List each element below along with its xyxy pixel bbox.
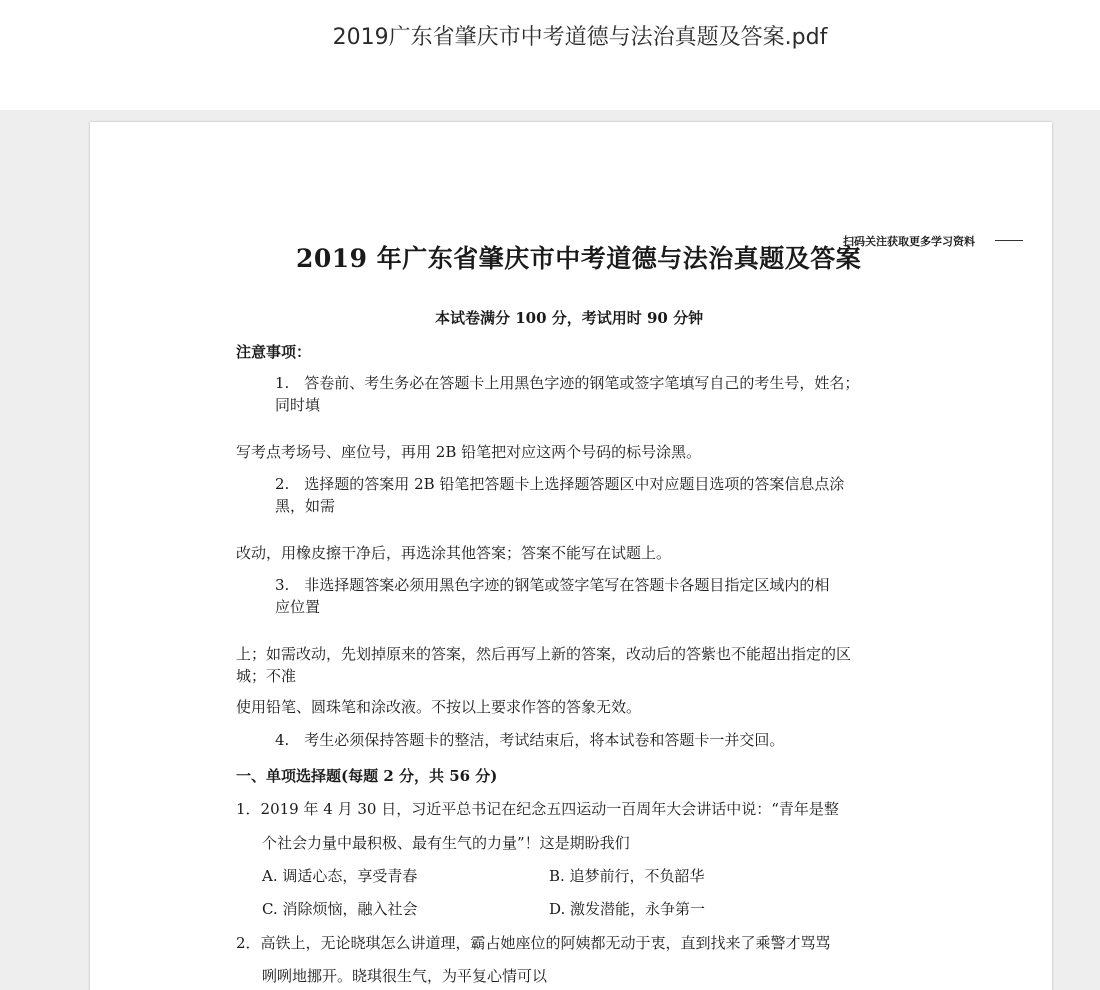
question-1-option-b: B. 追梦前行，不负韶华 (549, 867, 705, 885)
document-title: 2019 年广东省肇庆市中考道德与法治真题及答案 (296, 244, 862, 273)
question-1-option-c: C. 消除烦恼，融入社会 (262, 900, 418, 918)
question-1-option-a: A. 调适心态，享受青春 (262, 867, 418, 885)
notice-line: 上；如需改动，先划掉原来的答案，然后再写上新的答案，改动后的答紫也不能超出指定的区 (236, 645, 852, 663)
notice-line: 3. 非选择题答案必须用黑色字迹的钢笔或签字笔写在答题卡各题目指定区域内的相 (275, 576, 830, 594)
notice-line: 应位置 (275, 598, 321, 616)
watermark-text: 扫码关注获取更多学习资料 (843, 235, 975, 248)
document-subtitle: 本试卷满分 100 分，考试用时 90 分钟 (435, 309, 704, 327)
title-bar (0, 0, 1100, 110)
file-title: 2019广东省肇庆市中考道德与法治真题及答案.pdf (332, 25, 828, 50)
notice-line: 4. 考生必须保持答题卡的整洁，考试结束后，将本试卷和答题卡一并交回。 (275, 731, 785, 749)
notice-line: 1. 答卷前、考生务必在答题卡上用黑色字迹的钢笔或签字笔填写自己的考生号，姓名； (275, 374, 860, 392)
pdf-page (90, 122, 1052, 990)
section-heading: 一、单项选择题(每题 2 分，共 56 分) (236, 767, 498, 785)
question-1-stem: 个社会力量中最积极、最有生气的力量”！这是期盼我们 (262, 834, 630, 852)
notice-line: 改动，用橡皮擦干净后，再选涂其他答案；答案不能写在试题上。 (236, 544, 672, 562)
watermark-rule (995, 240, 1023, 241)
notice-line: 城；不准 (236, 667, 297, 685)
notice-line: 同时填 (275, 396, 321, 414)
question-1-option-d: D. 激发潜能，永争第一 (549, 900, 706, 918)
notice-line: 2. 选择题的答案用 2B 铅笔把答题卡上选择题答题区中对应题目选项的答案信息点涂 (275, 475, 845, 493)
notice-line: 使用铅笔、圆珠笔和涂改液。不按以上要求作答的答象无效。 (236, 698, 642, 716)
notice-heading: 注意事项： (236, 343, 312, 361)
question-1-stem: 1．2019 年 4 月 30 日，习近平总书记在纪念五四运动一百周年大会讲话中说：“青年是整 (236, 800, 839, 818)
notice-line: 写考点考场号、座位号，再用 2B 铅笔把对应这两个号码的标号涂黑。 (236, 443, 702, 461)
notice-line: 黑，如需 (275, 497, 336, 515)
question-2-stem: 咧咧地挪开。晓琪很生气，为平复心情可以 (262, 967, 548, 985)
pdf-viewer[interactable] (0, 110, 1100, 990)
question-2-stem: 2．高铁上，无论晓琪怎么讲道理，霸占她座位的阿姨都无动于衷，直到找来了乘警才骂骂 (236, 934, 831, 952)
